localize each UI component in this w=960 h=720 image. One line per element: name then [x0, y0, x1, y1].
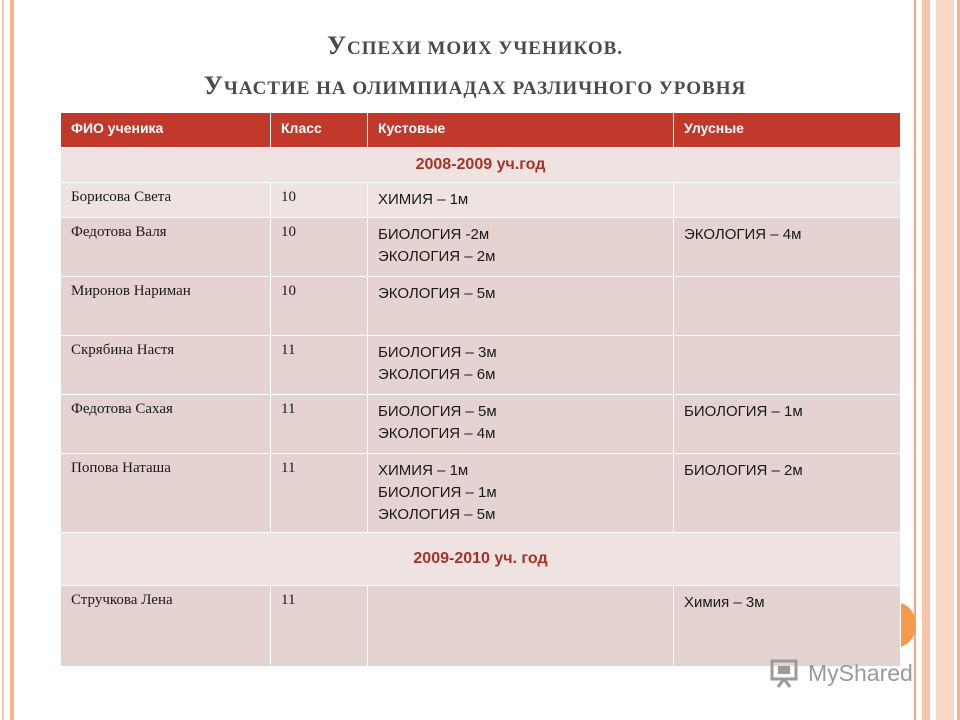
- student-grade: 10: [271, 218, 368, 277]
- result-line: ХИМИЯ – 1м: [378, 191, 469, 208]
- district-results: [674, 218, 901, 277]
- result-line: БИОЛОГИЯ – 5м: [378, 403, 497, 420]
- student-name: Миронов Нариман: [61, 277, 271, 336]
- student-name: Федотова Валя: [61, 218, 271, 277]
- cluster-results: [368, 183, 674, 218]
- result-line: ЭКОЛОГИЯ – 2м: [378, 248, 496, 265]
- student-name: Скрябина Настя: [61, 336, 271, 395]
- table-header-row: [61, 113, 901, 148]
- result-line: БИОЛОГИЯ – 3м: [378, 344, 497, 361]
- result-line: БИОЛОГИЯ -2м: [378, 226, 490, 243]
- header-district: Улусные: [674, 113, 901, 148]
- table-row: [61, 336, 901, 395]
- result-line: ЭКОЛОГИЯ – 4м: [378, 425, 496, 442]
- result-line: ЭКОЛОГИЯ – 5м: [378, 506, 496, 523]
- result-line: ЭКОЛОГИЯ – 6м: [378, 366, 496, 383]
- result-line: БИОЛОГИЯ – 2м: [684, 462, 803, 479]
- student-name: Федотова Сахая: [61, 395, 271, 454]
- student-grade: 11: [271, 586, 368, 667]
- olympiad-table: [60, 112, 901, 667]
- district-results: [674, 395, 901, 454]
- student-name: Попова Наташа: [61, 454, 271, 533]
- header-name: ФИО ученика: [61, 113, 271, 148]
- student-grade: 11: [271, 336, 368, 395]
- student-name: Стручкова Лена: [61, 586, 271, 667]
- cluster-results: [368, 395, 674, 454]
- student-grade: 10: [271, 183, 368, 218]
- table-row: [61, 277, 901, 336]
- year-band-2009: [61, 533, 901, 586]
- student-grade: 11: [271, 454, 368, 533]
- cluster-results: [368, 454, 674, 533]
- district-results: [674, 586, 901, 667]
- year-band-2008: [61, 148, 901, 183]
- district-results: [674, 183, 901, 218]
- result-line: БИОЛОГИЯ – 1м: [378, 484, 497, 501]
- cluster-results: [368, 218, 674, 277]
- table-row: [61, 586, 901, 667]
- table-row: [61, 218, 901, 277]
- cluster-results: [368, 336, 674, 395]
- header-grade: Класс: [271, 113, 368, 148]
- district-results: [674, 277, 901, 336]
- year-band-label: 2008-2009 уч.год: [61, 148, 901, 183]
- cluster-results: [368, 277, 674, 336]
- result-line: БИОЛОГИЯ – 1м: [684, 403, 803, 420]
- table-row: [61, 183, 901, 218]
- district-results: [674, 454, 901, 533]
- year-band-label: 2009-2010 уч. год: [61, 533, 901, 586]
- left-decor-stripe: [0, 0, 18, 720]
- watermark: MyShared: [770, 656, 913, 690]
- result-line: ЭКОЛОГИЯ – 4м: [684, 226, 802, 243]
- result-line: ХИМИЯ – 1м: [378, 462, 469, 479]
- cluster-results: [368, 586, 674, 667]
- result-line: ЭКОЛОГИЯ – 5м: [378, 285, 496, 302]
- slide-title: УСПЕХИ МОИХ УЧЕНИКОВ. УЧАСТИЕ НА ОЛИМПИАДАХ РАЗЛИЧНОГО УРОВНЯ: [203, 31, 747, 100]
- table-row: [61, 395, 901, 454]
- presentation-icon: [770, 658, 804, 688]
- student-grade: 10: [271, 277, 368, 336]
- result-line: Химия – 3м: [684, 594, 765, 611]
- student-name: Борисова Света: [61, 183, 271, 218]
- table-row: [61, 454, 901, 533]
- header-cluster: Кустовые: [368, 113, 674, 148]
- student-grade: 11: [271, 395, 368, 454]
- district-results: [674, 336, 901, 395]
